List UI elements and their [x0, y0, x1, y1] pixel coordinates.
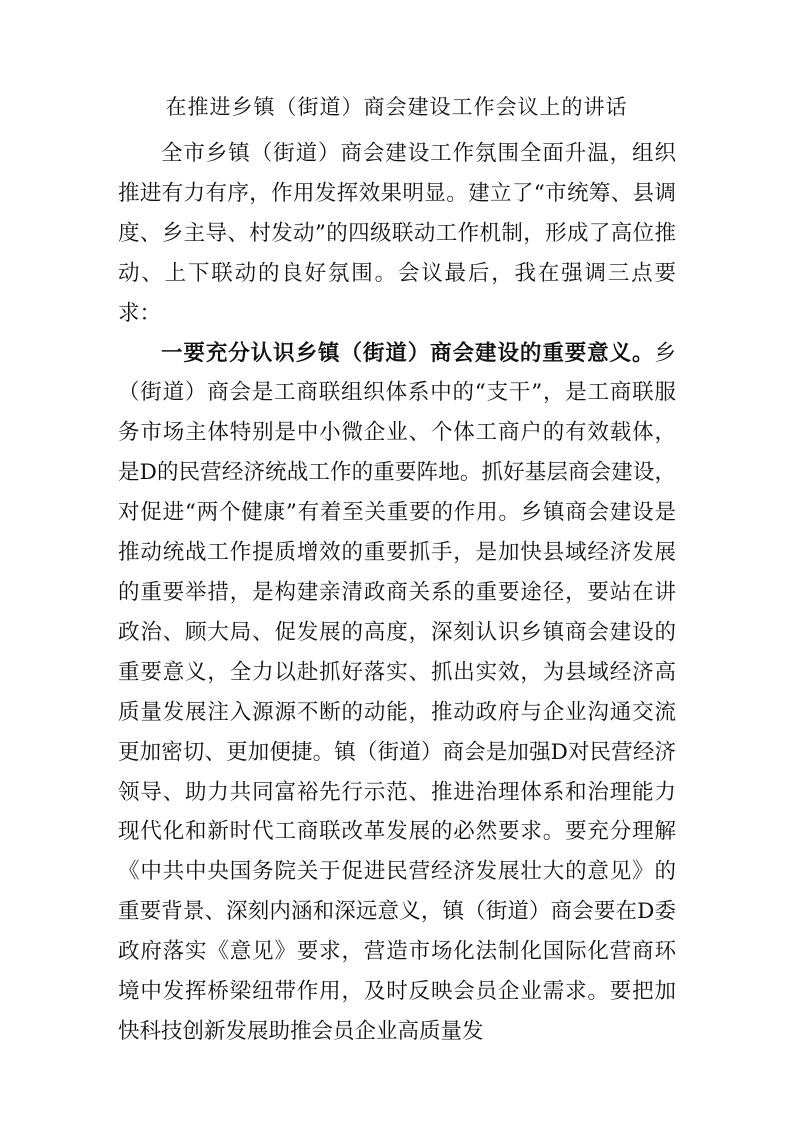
paragraph-intro-text: 全市乡镇（街道）商会建设工作氛围全面升温，组织推进有力有序，作用发挥效果明显。建立了“市统筹、县调度、乡主导、村发动”的四级联动工作机制，形成了高位推动、上下联动的良好氛围。会议最后，我在强调三点要求：: [118, 141, 676, 326]
paragraph-point-one-heading: 一要充分认识乡镇（街道）商会建设的重要意义。: [161, 340, 655, 366]
document-body: [118, 134, 676, 1052]
paragraph-point-one-text: 乡（街道）商会是工商联组织体系中的“支干”，是工商联服务市场主体特别是中小微企业、个体工商户的有效载体，是D的民营经济统战工作的重要阵地。抓好基层商会建设，对促进“两个健康”有着至关重要的作用。乡镇商会建设是推动统战工作提质增效的重要抓手，是加快县域经济发展的重要举措，是构建亲清政商关系的重要途径，要站在讲政治、顾大局、促发展的高度，深刻认识乡镇商会建设的重要意义，全力以赴抓好落实、抓出实效，为县域经济高质量发展注入源源不断的动能，推动政府与企业沟通交流更加密切、更加便捷。镇（街道）商会是加强D对民营经济领导、助力共同富裕先行示范、推进治理体系和治理能力现代化和新时代工商联改革发展的必然要求。要充分理解《中共中央国务院关于促进民营经济发展壮大的意见》的重要背景、深刻内涵和深远意义，镇（街道）商会要在D委政府落实《意见》要求，营造市场化法制化国际化营商环境中发挥桥梁纽带作用，及时反映会员企业需求。要把加快科技创新发展助推会员企业高质量发: [118, 340, 676, 1044]
document-title: 在推进乡镇（街道）商会建设工作会议上的讲话: [165, 95, 628, 119]
paragraph-point-one: [118, 334, 676, 1052]
paragraph-intro: [118, 134, 676, 334]
